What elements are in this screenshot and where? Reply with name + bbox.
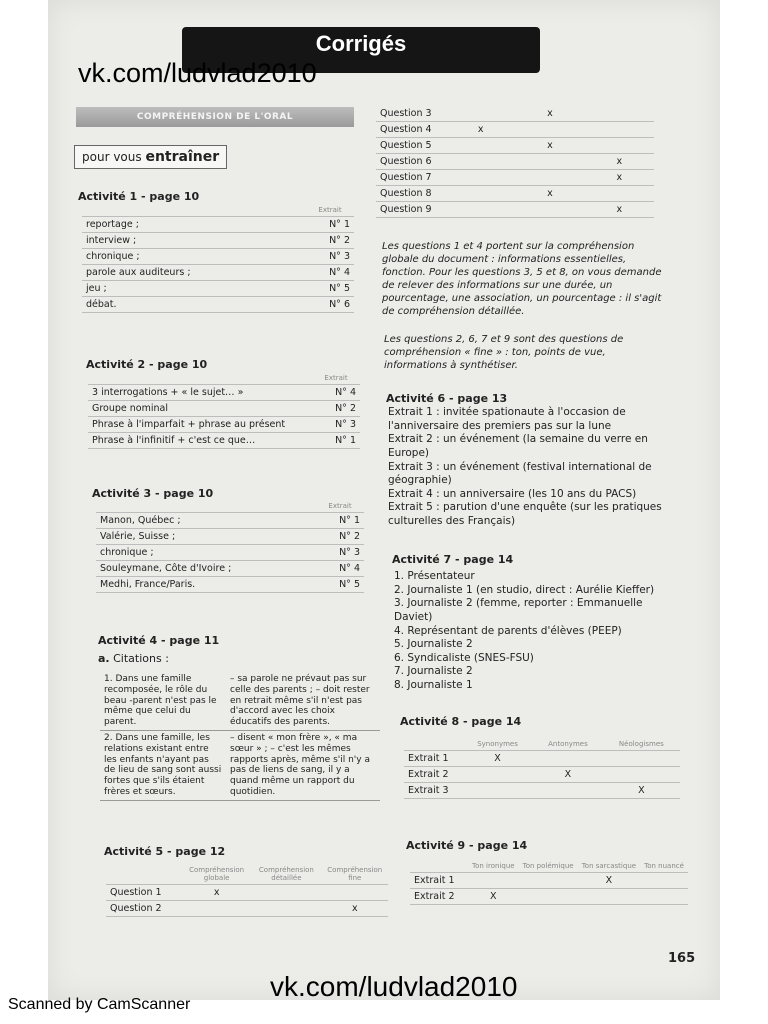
mark-cell [446,202,515,218]
mark-cell [446,170,515,186]
row-value: N° 1 [312,433,360,449]
activite9-title: Activité 9 - page 14 [406,839,528,852]
train-prefix: pour vous [82,150,142,164]
table-row [376,154,654,170]
table-row [376,170,654,186]
page-number: 165 [668,951,696,966]
mark-cell [578,889,640,905]
subtitle-letter: a. [98,652,110,665]
table-row [106,901,388,917]
row-label: Extrait 1 [410,873,468,889]
table-row [376,186,654,202]
mark-cell [640,873,688,889]
mark-cell: x [515,106,584,122]
mark-cell [182,901,251,917]
list-item: 8. Journaliste 1 [394,679,473,692]
mark-cell [533,751,603,767]
row-label: Groupe nominal [88,401,312,417]
table-row [82,217,354,233]
mark-cell [585,122,654,138]
list-item: 2. Journaliste 1 (en studio, direct : Aurélie Kieffer) [394,583,655,596]
row-label: Extrait 1 [404,751,462,767]
watermark-bottom: vk.com/ludvlad2010 [270,971,518,1002]
mark-cell: x [515,138,584,154]
row-value: N° 3 [316,545,364,561]
table-row [88,385,360,401]
list-item: Extrait 3 : un événement (festival international de géographie) [388,460,652,487]
scanner-credit: Scanned by CamScanner [8,996,191,1013]
activite3-col-header: Extrait [316,500,364,513]
table-row [96,513,364,529]
mark-cell [462,783,533,799]
row-label: 3 interrogations + « le sujet… » [88,385,312,401]
mark-cell [585,138,654,154]
mark-cell [251,885,321,901]
table-row [376,122,654,138]
mark-cell: x [515,186,584,202]
activite7-list [394,570,678,693]
mark-cell: x [585,170,654,186]
mark-cell [446,106,515,122]
activite6-list [388,406,672,529]
row-value: N° 2 [316,529,364,545]
row-label: Souleymane, Côte d'Ivoire ; [96,561,316,577]
activite4-table [100,672,380,801]
row-label: Extrait 3 [404,783,462,799]
table-row [88,417,360,433]
mark-cell [515,170,584,186]
train-box [74,145,227,169]
table-row [410,889,688,905]
mark-cell [603,767,680,783]
table-row [82,265,354,281]
row-label: Question 6 [376,154,446,170]
mark-cell: X [603,783,680,799]
row-label: Question 4 [376,122,446,138]
row-value: N° 4 [306,265,354,281]
list-item: 1. Présentateur [394,570,475,582]
activite3-title: Activité 3 - page 10 [92,487,214,500]
mark-cell [446,154,515,170]
activite1-title: Activité 1 - page 10 [78,190,200,203]
activite5-note1 [382,240,666,318]
header-detaillee: Compréhension détaillée [251,864,321,885]
table-row [82,249,354,265]
activite2-table [88,372,360,449]
table-row [88,401,360,417]
citation-left: 1. Dans une famille recomposée, le rôle du beau -parent n'est pas le même que celui du parent. [100,672,226,730]
mark-cell: X [462,751,533,767]
row-value: N° 1 [316,513,364,529]
list-item: 7. Journaliste 2 [394,665,473,678]
row-label: reportage ; [82,217,306,233]
row-value: N° 5 [306,281,354,297]
table-row [404,767,680,783]
activite5-table [106,864,388,917]
mark-cell [515,122,584,138]
header-synonymes: Synonymes [462,738,533,751]
table-row [404,783,680,799]
list-item: 6. Syndicaliste (SNES-FSU) [394,651,534,664]
row-label: Medhi, France/Paris. [96,577,316,593]
row-label: Question 2 [106,901,182,917]
row-label: Valérie, Suisse ; [96,529,316,545]
mark-cell: X [578,873,640,889]
list-item: 3. Journaliste 2 (femme, reporter : Emmanuelle Daviet) [394,597,643,623]
activite8-title: Activité 8 - page 14 [400,715,522,728]
activite6-title: Activité 6 - page 13 [386,392,508,405]
row-label: Extrait 2 [404,767,462,783]
header-nuance: Ton nuancé [640,860,688,873]
list-item: 5. Journaliste 2 [394,638,473,651]
table-row [96,577,364,593]
row-label: chronique ; [82,249,306,265]
row-value: N° 1 [306,217,354,233]
row-value: N° 3 [312,417,360,433]
mark-cell [585,186,654,202]
row-label: Question 3 [376,106,446,122]
row-label: Question 8 [376,186,446,202]
table-row [82,297,354,313]
table-row [410,873,688,889]
citation-right: – disent « mon frère », « ma sœur » ; – c'est les mêmes rapports après, même s'il n'y a pas de liens de sang, il y a quand même un rapport du quotidien. [226,730,380,800]
mark-cell [533,783,603,799]
mark-cell: x [585,202,654,218]
activite4-subtitle [98,652,169,666]
row-label: chronique ; [96,545,316,561]
note2-text: Les questions 2, 6, 7 et 9 sont des questions de compréhension « fine » : ton, points de vue, informations à synthétiser. [384,334,624,371]
mark-cell [468,873,519,889]
watermark-top: vk.com/ludvlad2010 [78,58,317,88]
activite1-col-header: Extrait [306,204,354,217]
train-bold: entraîner [145,149,220,165]
activite4-title: Activité 4 - page 11 [98,634,220,647]
header-globale: Compréhension globale [182,864,251,885]
table-row [88,433,360,449]
mark-cell [515,202,584,218]
mark-cell [515,154,584,170]
note1-text: Les questions 1 et 4 portent sur la compréhension globale du document : informations essentielles, fonction. Pour les questions 3, 5 et 8, on vous demande de relever des informations sur une durée, un pourcentage, une association, un pourcentage : il s'agit de compréhension détaillée. [382,241,662,317]
row-value: N° 2 [306,233,354,249]
table-row [96,561,364,577]
row-label: Question 1 [106,885,182,901]
table-row [404,751,680,767]
header-polemique: Ton polémique [519,860,578,873]
row-value: N° 3 [306,249,354,265]
table-row [96,545,364,561]
header-ironique: Ton ironique [468,860,519,873]
row-label: Extrait 2 [410,889,468,905]
mark-cell [603,751,680,767]
row-label: parole aux auditeurs ; [82,265,306,281]
page-banner: Corrigés [182,27,540,73]
row-label: Question 9 [376,202,446,218]
list-item: Extrait 4 : un anniversaire (les 10 ans du PACS) [388,487,637,500]
mark-cell [446,138,515,154]
table-row [100,672,380,730]
list-item: Extrait 2 : un événement (la semaine du verre en Europe) [388,433,648,459]
list-item: 4. Représentant de parents d'élèves (PEEP) [394,624,622,637]
mark-cell: x [322,901,388,917]
header-fine: Compréhension fine [322,864,388,885]
mark-cell [519,889,578,905]
row-value: N° 4 [312,385,360,401]
activite3-table [96,500,364,593]
subtitle-text: Citations : [113,652,169,665]
row-label: Question 7 [376,170,446,186]
mark-cell: x [182,885,251,901]
row-value: N° 4 [316,561,364,577]
mark-cell: X [468,889,519,905]
table-row [82,233,354,249]
table-row [106,885,388,901]
row-label: jeu ; [82,281,306,297]
table-row [376,202,654,218]
mark-cell [251,901,321,917]
table-row [100,730,380,800]
table-row [376,138,654,154]
activite5-title: Activité 5 - page 12 [104,845,226,858]
row-label: interview ; [82,233,306,249]
row-label: Phrase à l'infinitif + c'est ce que… [88,433,312,449]
row-label: débat. [82,297,306,313]
mark-cell: X [533,767,603,783]
mark-cell: x [446,122,515,138]
mark-cell [640,889,688,905]
row-value: N° 5 [316,577,364,593]
mark-cell [322,885,388,901]
activite9-table [410,860,688,905]
header-antonymes: Antonymes [533,738,603,751]
table-row [96,529,364,545]
row-label: Manon, Québec ; [96,513,316,529]
activite7-title: Activité 7 - page 14 [392,553,514,566]
activite2-col-header: Extrait [312,372,360,385]
row-value: N° 2 [312,401,360,417]
activite1-table [82,204,354,313]
activite5-cont-table [376,106,654,218]
activite8-table [404,738,680,799]
table-row [82,281,354,297]
table-row [376,106,654,122]
header-sarcastique: Ton sarcastique [578,860,640,873]
mark-cell [585,106,654,122]
row-label: Question 5 [376,138,446,154]
citation-right: – sa parole ne prévaut pas sur celle des parents ; – doit rester en retrait même s'il n'est pas d'accord avec les choix éducatifs des parents. [226,672,380,730]
activite2-title: Activité 2 - page 10 [86,358,208,371]
header-neologismes: Néologismes [603,738,680,751]
section-heading: COMPRÉHENSION DE L'ORAL [76,107,354,127]
list-item: Extrait 5 : parution d'une enquête (sur les pratiques culturelles des Français) [388,501,662,528]
list-item: Extrait 1 : invitée spationaute à l'occasion de l'anniversaire des premiers pas sur la lune [388,406,626,432]
mark-cell: x [585,154,654,170]
mark-cell [519,873,578,889]
row-value: N° 6 [306,297,354,313]
activite5-note2 [384,333,668,372]
citation-left: 2. Dans une famille, les relations existant entre les enfants n'ayant pas de lieu de sang sont aussi fortes que s'ils étaient frères et sœurs. [100,730,226,800]
row-label: Phrase à l'imparfait + phrase au présent [88,417,312,433]
mark-cell [446,186,515,202]
mark-cell [462,767,533,783]
